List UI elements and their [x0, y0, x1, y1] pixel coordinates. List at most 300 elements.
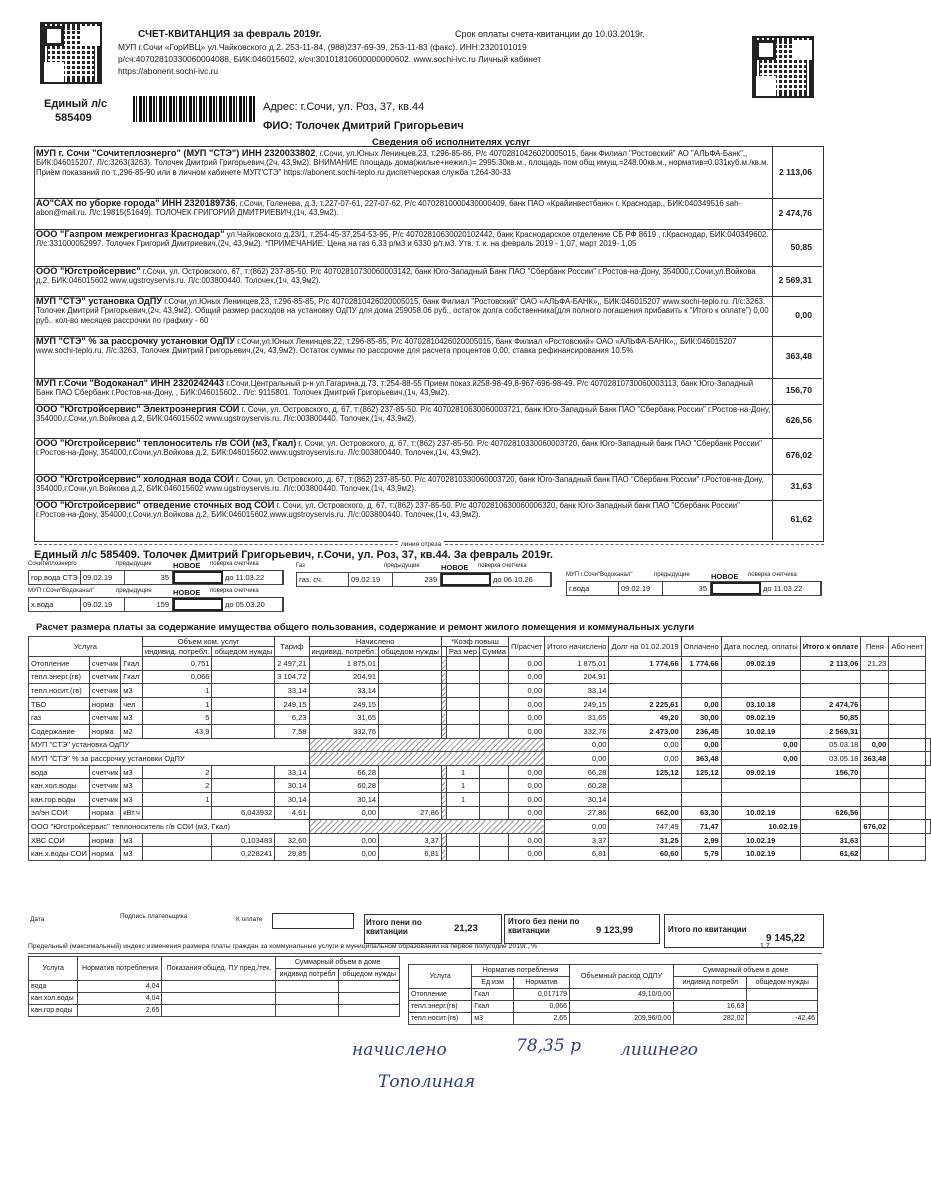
col-coef: *Коэф повыш: [441, 637, 508, 647]
meter-new-value-input[interactable]: [173, 571, 223, 584]
cell-pen: [889, 752, 926, 766]
meter-check: поверка счетчика: [478, 563, 527, 569]
cell-i: 1: [142, 684, 212, 698]
cell-n1: 1 875,01: [309, 657, 379, 671]
provider-details: [36, 230, 771, 249]
norm-cell: м3: [472, 1013, 514, 1025]
provider-info: г.Сочи, ул. Островского, 67, т:(862) 237-85-50. Р/с 40702810730060003142, банк Юго-Западный Банк ПАО "Сбербанк России" г.Ростов-на-Дону, 354000,г.Сочи,ул.Войкова д.2, БИК:046015602 www.ugstroyservis.ru. Л/с:003800440. Толочек,(1ч, 43,9м2).: [36, 267, 756, 286]
cell-n2: [379, 684, 442, 698]
cell-c: [212, 792, 275, 806]
cell-pay: 676,02: [861, 820, 889, 834]
cell-t: 33,14: [275, 765, 309, 779]
cell-k: норма: [89, 724, 120, 738]
col-common2: общедом нужды: [379, 647, 442, 657]
norm-cell: Гкал: [472, 1001, 514, 1013]
cell-c: [212, 711, 275, 725]
cell-c: [212, 697, 275, 711]
cell-i: [142, 847, 212, 861]
cell-s: Содержание: [29, 724, 90, 738]
cell-r: [446, 806, 479, 820]
cell-paid: [681, 684, 721, 698]
cell-n2: [379, 697, 442, 711]
cell-tot: 27,86: [545, 806, 609, 820]
total-sign: Подпись плательщика: [120, 913, 188, 920]
cell-paid: 1 774,66: [681, 657, 721, 671]
cell-debt: 2 225,61: [609, 697, 681, 711]
meter-new-value-input[interactable]: [711, 582, 761, 595]
index-line: Предельный (максимальный) индекс изменения размера платы граждан за коммунальные услуги в муниципальном образовании на первое полугодие 2019г., %: [28, 943, 538, 950]
norm-head: Ед изм: [472, 977, 514, 989]
cell-u: м3: [121, 792, 143, 806]
cell-tot: 332,76: [545, 724, 609, 738]
cell-d: [721, 670, 800, 684]
norm-left-row: [29, 1005, 400, 1017]
cell-su: [480, 806, 509, 820]
provider-amount: 2 474,76: [778, 208, 812, 218]
cell-n1: 0,00: [309, 806, 379, 820]
provider-info: г. Сочи, ул. Островского, д. 67, т:(862) 237-85-50. Р/с 40702810330060003720, банк Юго-Западный банк ПАО "Сбербанк России" г.Ростов-на-Дону, 354000,г.Сочи,ул.Войкова д.2, БИК:046015602 www.ugstroyservis.ru. Л/с:003800440. Толочек,(1ч, 43,9м2).: [36, 475, 764, 494]
calc-row: [29, 833, 931, 847]
meter-check: поверка счетчика: [210, 588, 259, 594]
col-debt: Долг на 01.02.2019: [609, 637, 681, 657]
norm-cell: 16,63: [674, 1001, 747, 1013]
calc-row: [29, 806, 931, 820]
provider-amount: 2 569,31: [778, 275, 812, 285]
invoice-title: СЧЕТ-КВИТАНЦИЯ за февраль 2019г.: [138, 29, 322, 40]
cell-r: [446, 657, 479, 671]
provider-row: [34, 378, 822, 405]
col-volume: Объем ком. услуг: [142, 637, 274, 647]
cell-p: 0,00: [509, 779, 545, 793]
cell-tot: 0,00: [609, 752, 681, 766]
provider-info: г.Сочи,Центральный р-н ул.Гагарина,д.73, т:254-88-55 Прием показ.й258-98-49,8-967-696-98-49. Р/с 40702810730060003113, банк Юго-Западный Банк ПАО Сбербанк г.Ростов-на-Дону, , БИК:046015602.. Л/с: 9115801. Толочек Дмитрий Григорьевич,(1ч, 43,9м2).: [36, 379, 754, 398]
cell-t: 30,14: [275, 792, 309, 806]
cell-k: счетчик: [89, 670, 120, 684]
cell-abon: [926, 752, 931, 766]
cell-su: [480, 657, 509, 671]
handwritten-note-3: лишнего: [620, 1040, 698, 1060]
cell-su: [480, 684, 509, 698]
meter-date: 09.02.19: [81, 598, 125, 611]
cell-n1: 33,14: [309, 684, 379, 698]
provider-row: [34, 296, 822, 337]
cell-pay: [800, 670, 861, 684]
col-penalty: Пеня: [861, 637, 889, 657]
norm-head: индивид потребл: [276, 969, 339, 981]
provider-name: АО"САХ по уборке города" ИНН 2320189736: [36, 198, 236, 208]
cell-n1: 30,14: [309, 792, 379, 806]
cell-s: ХВС СОИ: [29, 833, 90, 847]
cell-pen: [861, 684, 889, 698]
norm-cell: тепл.энерг.(гв): [409, 1001, 472, 1013]
cell-paid: 125,12: [681, 765, 721, 779]
cell-p: 0,00: [545, 738, 609, 752]
provider-details: [36, 337, 771, 356]
provider-amount: 363,48: [785, 351, 812, 361]
cell-d: 10.02.19: [721, 806, 800, 820]
handwritten-note-4: Тополиная: [378, 1072, 476, 1092]
cell-su: [480, 833, 509, 847]
cell-paid: 10.02.19: [721, 820, 800, 834]
meter-service: г.вода: [567, 582, 619, 595]
cell-pay: 0,00: [861, 738, 889, 752]
cell-pen: [861, 697, 889, 711]
fio: ФИО: Толочек Дмитрий Григорьевич: [263, 120, 464, 132]
cell-s: газ: [29, 711, 90, 725]
cell-c: [212, 670, 275, 684]
provider-name: МУП г. Сочи "Сочитеплоэнерго" (МУП "СТЭ") ИНН 2320033802: [36, 148, 316, 158]
qr-code-left: [40, 22, 102, 84]
meter-date: 09.02.19: [619, 582, 663, 595]
cell-d: [721, 792, 800, 806]
col-sum: Сумма: [480, 647, 509, 657]
cell-u: м3: [121, 833, 143, 847]
norm-right-row: [409, 989, 818, 1001]
cell-paid: [681, 670, 721, 684]
norm-cell: кан.хол.воды: [29, 993, 78, 1005]
cell-i: 5: [142, 711, 212, 725]
cell-n2: [379, 792, 442, 806]
cell-paid: 30,00: [681, 711, 721, 725]
cell-p: 0,00: [509, 657, 545, 671]
cell-d: 05.03.18: [800, 738, 861, 752]
provider-amount: 50,85: [790, 242, 812, 252]
norm-head: Суммарный объем в доме: [674, 965, 818, 977]
cell-debt: 49,20: [609, 711, 681, 725]
meter-row: [566, 581, 822, 596]
cell-p: 0,00: [509, 847, 545, 861]
cell-d: 10.02.19: [721, 833, 800, 847]
cell-su: [480, 792, 509, 806]
cell-pay: 50,85: [800, 711, 861, 725]
norm-right-row: [409, 1013, 818, 1025]
cell-c: [212, 657, 275, 671]
cell-t: 7,58: [275, 724, 309, 738]
cell-d: 10.02.19: [721, 847, 800, 861]
cell-d: [721, 684, 800, 698]
cell-debt: 363,48: [681, 752, 721, 766]
calc-title: Расчет размера платы за содержание имущества общего пользования, содержание и ремонт жилого помещения и коммунальных услуги: [36, 622, 695, 633]
cell-i: [142, 833, 212, 847]
norm-cell: [276, 1005, 339, 1017]
total-all-label: Итого по квитанции: [668, 925, 747, 934]
col-indiv: индивид. потребл.: [142, 647, 212, 657]
meter-check: поверка счетчика: [210, 561, 259, 567]
cell-n2: [379, 779, 442, 793]
norm-head: Услуга: [29, 957, 78, 981]
provider-details: [36, 439, 771, 458]
cell-pen: [861, 765, 889, 779]
cell-su: [480, 765, 509, 779]
cell-r: [446, 833, 479, 847]
cell-abon: [926, 738, 931, 752]
total-all: 9 145,22: [766, 933, 805, 944]
cell-u: м3: [121, 684, 143, 698]
cell-n2: 3,37: [379, 833, 442, 847]
provider-info: г. Сочи, ул. Островского, д. 67, т:(862) 237-85-50. Р/с 40702810630060006320, банк Юго-Западный банк ПАО "Сбербанк России" г.Ростов-на-Дону, 354000,г.Сочи,ул.Войкова д.2, БИК:046015602.www.ugstroyservis.ru. Л/с:003800440. Толочек,(1ч, 43,9м2).: [36, 501, 740, 520]
calc-row: [29, 820, 931, 834]
norm-head: общедом нужды: [339, 969, 400, 981]
cell-u: м3: [121, 779, 143, 793]
cell-t: 249,15: [275, 697, 309, 711]
norm-cell: [747, 1001, 818, 1013]
cell-r: 1: [446, 779, 479, 793]
cell-p: 0,00: [509, 684, 545, 698]
meter-head: МУП г.Сочи"Водоканал": [28, 588, 95, 594]
cell-p: 0,00: [509, 806, 545, 820]
norm-cell: 0,017179: [513, 989, 569, 1001]
provider-name: МУП "СТЭ" установка ОдПУ: [36, 296, 163, 306]
cell-tot: 1 875,01: [545, 657, 609, 671]
meter-new-value-input[interactable]: [441, 573, 491, 586]
cell-r: [446, 697, 479, 711]
cell-n1: 66,28: [309, 765, 379, 779]
cell-pay: [800, 792, 861, 806]
cell-c: 0,103483: [212, 833, 275, 847]
cell-k: норма: [89, 847, 120, 861]
cell-t: 4,61: [275, 806, 309, 820]
provider-info: г. Сочи, ул. Островского, д. 67, т:(862) 237-85-50. Р/с 40702810330060003720, банк Юго-Западный банк ПАО "Сбербанк России" г.Ростов-на-Дону, 354000,г.Сочи,ул.Войкова д.2, БИК:046015602.www.ugstroyservis.ru. Л/с:003800440. Толочек,(1ч, 43,9м2).: [36, 439, 762, 458]
cell-u: Гкал: [121, 670, 143, 684]
cell-s: тепл.носит.(гв): [29, 684, 90, 698]
norm-cell: [162, 1005, 276, 1017]
cell-pen: [889, 738, 926, 752]
cell-d: [721, 779, 800, 793]
meter-head: Сочитеплоэнерго: [28, 561, 77, 567]
cell-r: [446, 724, 479, 738]
cell-su: [480, 670, 509, 684]
cell-debt: 31,25: [609, 833, 681, 847]
cell-s: эл/эн СОИ: [29, 806, 90, 820]
cell-empty: [889, 684, 926, 698]
cell-pay: [800, 684, 861, 698]
cell-d: 09.02.19: [721, 765, 800, 779]
cell-pen: [861, 806, 889, 820]
col-tariff: Тариф: [275, 637, 309, 657]
col-indiv2: индивид. потребл.: [309, 647, 379, 657]
cell-empty: [889, 724, 926, 738]
cell-empty: [889, 833, 926, 847]
provider-details: [36, 199, 771, 218]
col-date: Дата послед. оплаты: [721, 637, 800, 657]
norm-cell: 4,04: [78, 993, 162, 1005]
cell-i: 2: [142, 779, 212, 793]
cell-p: 0,00: [545, 820, 609, 834]
norm-cell: -42,46: [747, 1013, 818, 1025]
norm-head: Услуга: [409, 965, 472, 989]
calc-row: [29, 779, 931, 793]
providers-title: Сведения об исполнителях услуг: [372, 137, 531, 148]
cell-u: кВт.ч: [121, 806, 143, 820]
cell-pay: 156,70: [800, 765, 861, 779]
index-value: 1,7: [760, 943, 770, 950]
cell-n2: 27,86: [379, 806, 442, 820]
provider-amount: 676,02: [785, 450, 812, 460]
total-paid: К оплате: [236, 916, 263, 923]
meter-row: [28, 597, 284, 612]
norm-head: Норматив: [513, 977, 569, 989]
cell-r: [446, 684, 479, 698]
meter-new-value-input[interactable]: [173, 598, 223, 611]
cell-paid: 63,30: [681, 806, 721, 820]
cell-s: кан.гор.воды: [29, 792, 90, 806]
provider-details: [36, 405, 771, 424]
meter-date: 09.02.19: [349, 573, 393, 586]
norm-cell: [570, 1001, 674, 1013]
meter-row: [296, 572, 552, 587]
cell-u: м3: [121, 847, 143, 861]
cell-n2: [379, 724, 442, 738]
cell-i: 1: [142, 697, 212, 711]
provider-amount: 626,56: [785, 415, 812, 425]
norm-left-row: [29, 993, 400, 1005]
cut-line-label: линия отреза: [398, 541, 444, 548]
cell-n1: 0,00: [309, 847, 379, 861]
calc-row: [29, 711, 931, 725]
cell-u: чел: [121, 697, 143, 711]
meter-head: МУП г.Сочи"Водоканал": [566, 572, 633, 578]
meter-service: х.вода: [29, 598, 81, 611]
norm-cell: [276, 993, 339, 1005]
provider-row: [34, 474, 822, 501]
norm-cell: [162, 981, 276, 993]
cell-d: 10.02.19: [721, 724, 800, 738]
total-pen-label: Итого пени по квитанции: [366, 918, 422, 936]
norm-cell: 209,96/0,00: [570, 1013, 674, 1025]
col-accrued: Начислено: [309, 637, 441, 647]
cell-pay: 626,56: [800, 806, 861, 820]
cell-t: 3 104,72: [275, 670, 309, 684]
provider-details: [36, 267, 771, 286]
cell-pay: 61,62: [800, 847, 861, 861]
cell-pen: [861, 779, 889, 793]
col-times: Раз мер: [446, 647, 479, 657]
meter-check: поверка счетчика: [748, 572, 797, 578]
payment-amount-input[interactable]: [272, 913, 354, 929]
meter-prev: предыдущие: [654, 572, 690, 578]
norm-table-right: [408, 964, 818, 1025]
cell-c: 0,228241: [212, 847, 275, 861]
cell-debt: 71,47: [681, 820, 721, 834]
cell-k: счетчик: [89, 765, 120, 779]
cell-pen: [861, 847, 889, 861]
issuer-line2: р/сч:40702810330060004088, БИК:046015602, к/сч:30101810600000000602. www.sochi-ivc.ru Личный кабинет: [118, 54, 542, 64]
cell-empty: [889, 792, 926, 806]
total-nopen: 9 123,99: [596, 925, 633, 936]
cell-k: счетчик: [89, 779, 120, 793]
cell-paid: [681, 779, 721, 793]
cell-s: Отопление: [29, 657, 90, 671]
provider-name: ООО "Югстройсервис" Электроэнергия СОИ: [36, 404, 240, 414]
provider-info: ул.Чайковского д.23/1, т.254-45-37,254-53-95, Р/с 40702810630020102442, банк Краснодарское отделение СБ РФ 8619 , г.Краснодар, БИК:040349602. Л/с:331000052997. Толочек Григорий Дмитриевич,(2ч, 43,9м2). *ПРИМЕЧАНИЕ: Цена на газ 6,33 р/м3 и 6330 р/т.м3. Утв. т. к. на февраль 2019 - 1,07, март 2019- 1,05: [36, 230, 769, 249]
cell-su: [480, 697, 509, 711]
calc-row: [29, 657, 931, 671]
cell-d: 09.02.19: [721, 711, 800, 725]
meter-prev: предыдущие: [384, 563, 420, 569]
cell-t: 6,23: [275, 711, 309, 725]
cell-d: 09.02.19: [721, 657, 800, 671]
cell-empty: [889, 765, 926, 779]
provider-row: [34, 148, 822, 199]
cell-k: норма: [89, 806, 120, 820]
cell-pay: 2 474,76: [800, 697, 861, 711]
service-name: МУП "СТЭ" установка ОдПУ: [29, 738, 310, 752]
provider-info: г.Сочи,ул.Юных Ленинцев,23, т.296-85-85, Р/с 40702810426020005015, банк Филиал "Ростовский" ОАО «АЛЬФА-БАНК»,, БИК:046015207 www.sochi-teplo.ru. Л/с:3263. Толочек Дмитрий Григорьевич,(2ч, 43,9м2). Общий размер расходов на установку ОдПУ для дома 259058.06 руб., остаток долга собственника(для полного погашения прибавить к "Итого к оплате") 0,00 руб.. кол-во месяцев рассрочки по графику - 60: [36, 297, 769, 325]
norm-cell: [162, 993, 276, 1005]
cell-k: норма: [89, 697, 120, 711]
meter-prev: предыдущие: [116, 588, 152, 594]
cell-tot: 0,00: [609, 738, 681, 752]
cell-empty: [889, 697, 926, 711]
col-to_pay: Итого к оплате: [800, 637, 861, 657]
cell-n1: 204,91: [309, 670, 379, 684]
cell-pen: [861, 724, 889, 738]
cell-n2: [379, 670, 442, 684]
cell-n1: 249,15: [309, 697, 379, 711]
norm-cell: [339, 981, 400, 993]
norm-table-left: [28, 956, 400, 1017]
calc-header-row: [29, 637, 931, 647]
norm-left-row: [29, 981, 400, 993]
cell-su: [480, 779, 509, 793]
provider-details: [36, 379, 771, 398]
cell-i: 0,066: [142, 670, 212, 684]
calc-row: [29, 724, 931, 738]
cell-pen: [861, 711, 889, 725]
cell-d: [800, 820, 861, 834]
norm-cell: кан.гор.воды: [29, 1005, 78, 1017]
cell-c: 6,043932: [212, 806, 275, 820]
cell-u: Гкал: [121, 657, 143, 671]
cell-p: 0,00: [509, 697, 545, 711]
cell-r: [446, 670, 479, 684]
provider-name: ООО "Югстройсервис" теплоноситель г/в СОИ (м3, Гкал): [36, 438, 297, 448]
cell-p: 0,00: [545, 752, 609, 766]
meter-value: 35: [663, 582, 711, 595]
cell-pen: 21,23: [861, 657, 889, 671]
col-common: общедом нужды: [212, 647, 275, 657]
provider-name: ООО "Югстройсервис": [36, 266, 141, 276]
provider-row: [34, 336, 822, 379]
provider-amount: 0,00: [795, 310, 812, 320]
cell-pen: [861, 833, 889, 847]
norm-cell: тепл.носит.(гв): [409, 1013, 472, 1025]
provider-info: г. Сочи, ул. Островского, д. 67, т:(862) 237-85-50. Р/с 40702810630060003721, банк Юго-Западный Банк ПАО "Сбербанк России" г.Ростов-на-Дону, 354000,г.Сочи,ул.Войкова д.2, БИК:046015602 www.ugstroyservis.ru. Л/с:003800440. Толочек,(1ч, 43,9м2).: [36, 405, 771, 424]
coupon-title: Единый л/с 585409. Толочек Дмитрий Григорьевич, г.Сочи, ул. Роз, 37, кв.44. За февраль 2019г.: [34, 549, 553, 561]
account-label: Единый л/с: [44, 98, 108, 110]
calc-row: [29, 670, 931, 684]
cell-n1: 60,28: [309, 779, 379, 793]
provider-details: [36, 149, 771, 177]
norm-left-header: [29, 957, 400, 969]
cell-tot: 747,49: [609, 820, 681, 834]
cell-s: ТБО: [29, 697, 90, 711]
address: Адрес: г.Сочи, ул. Роз, 37, кв.44: [263, 101, 425, 113]
cell-n2: 6,81: [379, 847, 442, 861]
cell-t: 32,60: [275, 833, 309, 847]
provider-details: [36, 297, 771, 325]
calc-row: [29, 752, 931, 766]
cell-paid: 0,00: [721, 752, 800, 766]
col-abon: Або нент: [889, 637, 926, 657]
norm-cell: [339, 1005, 400, 1017]
cell-t: 2 497,21: [275, 657, 309, 671]
provider-row: [34, 198, 822, 230]
cell-s: кан.х.воды СОИ: [29, 847, 90, 861]
cell-s: вода: [29, 765, 90, 779]
norm-cell: 49,10/0,00: [570, 989, 674, 1001]
norm-head: Норматив потребления: [78, 957, 162, 981]
